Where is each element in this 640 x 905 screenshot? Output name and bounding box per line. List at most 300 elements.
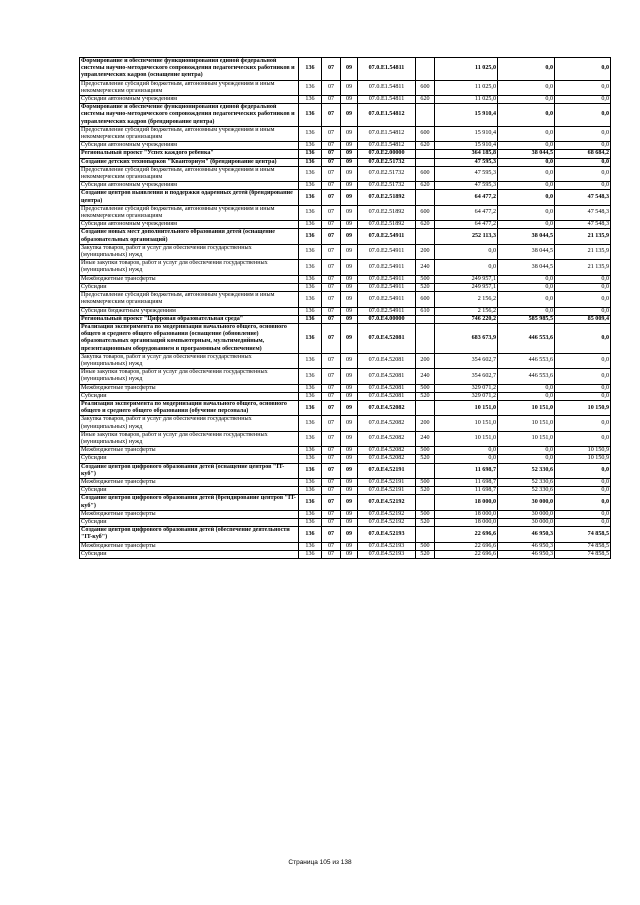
item-name-cell: Субсидии автономным учреждениям — [80, 142, 299, 150]
table-row — [80, 431, 611, 446]
amount-year1-cell: 64 477,2 — [435, 221, 498, 229]
target-article-cell: 07.0.Е2.54911 — [358, 244, 416, 259]
amount-year2-cell: 0,0 — [498, 307, 555, 315]
section-code-cell: 07 — [322, 392, 341, 400]
amount-year2-cell: 0,0 — [498, 205, 555, 220]
section-code-cell: 07 — [322, 221, 341, 229]
subsection-code-cell: 09 — [341, 369, 358, 384]
amount-year2-cell: 446 553,6 — [498, 323, 555, 353]
table-row — [80, 166, 611, 181]
amount-year2-cell: 46 950,3 — [498, 527, 555, 542]
budget-table — [79, 57, 611, 559]
table-row — [80, 353, 611, 368]
amount-year3-cell: 21 135,9 — [555, 229, 611, 244]
target-article-cell: 07.0.Е1.54811 — [358, 58, 416, 81]
expense-type-cell: 600 — [416, 166, 435, 181]
amount-year2-cell: 0,0 — [498, 447, 555, 455]
item-name-cell: Создание центров цифрового образования детей (обеспечение деятельности "IT-куб") — [80, 527, 299, 542]
item-name-cell: Иные закупки товаров, работ и услуг для обеспечения государственных (муниципальных) нужд — [80, 369, 299, 384]
amount-year3-cell: 0,0 — [555, 463, 611, 478]
subsection-code-cell: 09 — [341, 550, 358, 558]
expense-type-cell: 600 — [416, 205, 435, 220]
subsection-code-cell: 09 — [341, 323, 358, 353]
amount-year3-cell: 74 858,5 — [555, 527, 611, 542]
target-article-cell: 07.0.Е4.52191 — [358, 478, 416, 486]
section-code-cell: 07 — [322, 126, 341, 141]
table-row — [80, 527, 611, 542]
table-row — [80, 58, 611, 81]
expense-type-cell: 240 — [416, 260, 435, 275]
ministry-code-cell: 136 — [299, 275, 322, 283]
ministry-code-cell: 136 — [299, 221, 322, 229]
target-article-cell: 07.0.Е4.52081 — [358, 369, 416, 384]
amount-year1-cell: 354 602,7 — [435, 353, 498, 368]
item-name-cell: Формирование и обеспечение функционирования единой федеральной системы научно-методического сопровождения педагогических работников и управленческих кадров (брендирование центра) — [80, 104, 299, 127]
subsection-code-cell: 09 — [341, 244, 358, 259]
target-article-cell: 07.0.Е4.52082 — [358, 400, 416, 415]
target-article-cell: 07.0.Е1.54811 — [358, 80, 416, 95]
amount-year2-cell: 0,0 — [498, 80, 555, 95]
amount-year2-cell: 10 151,0 — [498, 400, 555, 415]
subsection-code-cell: 09 — [341, 478, 358, 486]
target-article-cell: 07.0.Е4.52192 — [358, 518, 416, 526]
item-name-cell: Межбюджетные трансферты — [80, 542, 299, 550]
target-article-cell: 07.0.Е4.00000 — [358, 315, 416, 323]
expense-type-cell: 520 — [416, 518, 435, 526]
section-code-cell: 07 — [322, 190, 341, 205]
section-code-cell: 07 — [322, 150, 341, 158]
target-article-cell: 07.0.Е2.54911 — [358, 283, 416, 291]
item-name-cell: Создание центров цифрового образования детей (брендирование центров "IT-куб") — [80, 495, 299, 510]
table-row — [80, 292, 611, 307]
amount-year2-cell: 446 553,6 — [498, 369, 555, 384]
ministry-code-cell: 136 — [299, 142, 322, 150]
target-article-cell: 07.0.Е2.54911 — [358, 292, 416, 307]
subsection-code-cell: 09 — [341, 487, 358, 495]
amount-year3-cell: 0,0 — [555, 323, 611, 353]
item-name-cell: Субсидии — [80, 392, 299, 400]
amount-year2-cell: 46 950,3 — [498, 550, 555, 558]
table-row — [80, 416, 611, 431]
subsection-code-cell: 09 — [341, 455, 358, 463]
section-code-cell: 07 — [322, 518, 341, 526]
amount-year2-cell: 38 044,5 — [498, 260, 555, 275]
target-article-cell: 07.0.Е2.54911 — [358, 275, 416, 283]
subsection-code-cell: 09 — [341, 392, 358, 400]
target-article-cell: 07.0.Е4.52192 — [358, 510, 416, 518]
table-row — [80, 275, 611, 283]
subsection-code-cell: 09 — [341, 126, 358, 141]
amount-year2-cell: 585 985,5 — [498, 315, 555, 323]
target-article-cell: 07.0.Е4.52082 — [358, 431, 416, 446]
amount-year2-cell: 38 044,5 — [498, 229, 555, 244]
amount-year1-cell: 0,0 — [435, 260, 498, 275]
amount-year3-cell: 0,0 — [555, 142, 611, 150]
target-article-cell: 07.0.Е2.51892 — [358, 190, 416, 205]
item-name-cell: Предоставление субсидий бюджетным, автономным учреждениям и иным некоммерческим организациям — [80, 126, 299, 141]
section-code-cell: 07 — [322, 510, 341, 518]
table-row — [80, 384, 611, 392]
subsection-code-cell: 09 — [341, 229, 358, 244]
amount-year1-cell: 354 602,7 — [435, 369, 498, 384]
section-code-cell: 07 — [322, 323, 341, 353]
expense-type-cell — [416, 527, 435, 542]
amount-year1-cell: 11 025,0 — [435, 96, 498, 104]
ministry-code-cell: 136 — [299, 307, 322, 315]
ministry-code-cell: 136 — [299, 323, 322, 353]
amount-year3-cell: 10 150,9 — [555, 400, 611, 415]
section-code-cell: 07 — [322, 166, 341, 181]
amount-year3-cell: 0,0 — [555, 182, 611, 190]
target-article-cell: 07.0.Е2.51892 — [358, 221, 416, 229]
amount-year3-cell: 68 684,2 — [555, 150, 611, 158]
table-row — [80, 142, 611, 150]
subsection-code-cell: 09 — [341, 384, 358, 392]
table-row — [80, 126, 611, 141]
amount-year1-cell: 252 113,3 — [435, 229, 498, 244]
amount-year2-cell: 0,0 — [498, 392, 555, 400]
ministry-code-cell: 136 — [299, 463, 322, 478]
table-row — [80, 244, 611, 259]
table-row — [80, 463, 611, 478]
amount-year1-cell: 249 957,1 — [435, 283, 498, 291]
table-row — [80, 550, 611, 558]
table-row — [80, 182, 611, 190]
section-code-cell: 07 — [322, 455, 341, 463]
target-article-cell: 07.0.Е2.54911 — [358, 260, 416, 275]
subsection-code-cell: 09 — [341, 221, 358, 229]
ministry-code-cell: 136 — [299, 126, 322, 141]
ministry-code-cell: 136 — [299, 416, 322, 431]
expense-type-cell — [416, 58, 435, 81]
ministry-code-cell: 136 — [299, 182, 322, 190]
subsection-code-cell: 09 — [341, 292, 358, 307]
expense-type-cell: 520 — [416, 283, 435, 291]
expense-type-cell — [416, 190, 435, 205]
target-article-cell: 07.0.Е2.51732 — [358, 166, 416, 181]
expense-type-cell: 520 — [416, 550, 435, 558]
expense-type-cell — [416, 158, 435, 166]
section-code-cell: 07 — [322, 205, 341, 220]
item-name-cell: Реализация эксперимента по модернизации начального общего, основного общего и среднего общего образования (обучение персонала) — [80, 400, 299, 415]
expense-type-cell: 200 — [416, 353, 435, 368]
subsection-code-cell: 09 — [341, 447, 358, 455]
amount-year1-cell: 10 151,0 — [435, 400, 498, 415]
table-row — [80, 487, 611, 495]
amount-year2-cell: 10 151,0 — [498, 416, 555, 431]
target-article-cell: 07.0.Е1.54812 — [358, 104, 416, 127]
amount-year1-cell: 249 957,1 — [435, 275, 498, 283]
amount-year2-cell: 52 330,6 — [498, 487, 555, 495]
amount-year2-cell: 0,0 — [498, 292, 555, 307]
amount-year3-cell: 47 548,3 — [555, 205, 611, 220]
table-row — [80, 307, 611, 315]
table-body — [80, 58, 611, 559]
subsection-code-cell: 09 — [341, 353, 358, 368]
section-code-cell: 07 — [322, 416, 341, 431]
table-row — [80, 315, 611, 323]
target-article-cell: 07.0.Е2.51732 — [358, 182, 416, 190]
amount-year1-cell: 47 595,3 — [435, 166, 498, 181]
amount-year1-cell: 0,0 — [435, 244, 498, 259]
amount-year3-cell: 0,0 — [555, 478, 611, 486]
target-article-cell: 07.0.Е1.54811 — [358, 96, 416, 104]
item-name-cell: Иные закупки товаров, работ и услуг для обеспечения государственных (муниципальных) нужд — [80, 431, 299, 446]
table-row — [80, 96, 611, 104]
section-code-cell: 07 — [322, 104, 341, 127]
ministry-code-cell: 136 — [299, 487, 322, 495]
target-article-cell: 07.0.Е2.51732 — [358, 158, 416, 166]
item-name-cell: Межбюджетные трансферты — [80, 275, 299, 283]
section-code-cell: 07 — [322, 315, 341, 323]
amount-year1-cell: 683 673,9 — [435, 323, 498, 353]
amount-year2-cell: 446 553,6 — [498, 353, 555, 368]
expense-type-cell: 500 — [416, 275, 435, 283]
item-name-cell: Закупка товаров, работ и услуг для обеспечения государственных (муниципальных) нужд — [80, 244, 299, 259]
section-code-cell: 07 — [322, 495, 341, 510]
table-row — [80, 205, 611, 220]
item-name-cell: Субсидии — [80, 518, 299, 526]
amount-year1-cell: 18 000,0 — [435, 495, 498, 510]
section-code-cell: 07 — [322, 431, 341, 446]
item-name-cell: Закупка товаров, работ и услуг для обеспечения государственных (муниципальных) нужд — [80, 416, 299, 431]
amount-year3-cell: 0,0 — [555, 96, 611, 104]
amount-year1-cell: 18 000,0 — [435, 518, 498, 526]
item-name-cell: Субсидии — [80, 550, 299, 558]
table-row — [80, 510, 611, 518]
table-row — [80, 221, 611, 229]
expense-type-cell — [416, 323, 435, 353]
amount-year3-cell: 0,0 — [555, 495, 611, 510]
amount-year1-cell: 364 185,8 — [435, 150, 498, 158]
ministry-code-cell: 136 — [299, 283, 322, 291]
amount-year3-cell: 0,0 — [555, 416, 611, 431]
section-code-cell: 07 — [322, 229, 341, 244]
amount-year1-cell: 15 910,4 — [435, 126, 498, 141]
target-article-cell: 07.0.Е4.52193 — [358, 550, 416, 558]
subsection-code-cell: 09 — [341, 142, 358, 150]
amount-year1-cell: 22 696,6 — [435, 542, 498, 550]
section-code-cell: 07 — [322, 260, 341, 275]
expense-type-cell — [416, 400, 435, 415]
amount-year3-cell: 0,0 — [555, 80, 611, 95]
subsection-code-cell: 09 — [341, 260, 358, 275]
amount-year1-cell: 15 910,4 — [435, 104, 498, 127]
expense-type-cell — [416, 495, 435, 510]
amount-year2-cell: 0,0 — [498, 58, 555, 81]
target-article-cell: 07.0.Е1.54812 — [358, 142, 416, 150]
item-name-cell: Субсидии — [80, 455, 299, 463]
item-name-cell: Межбюджетные трансферты — [80, 447, 299, 455]
section-code-cell: 07 — [322, 283, 341, 291]
amount-year3-cell: 47 548,3 — [555, 221, 611, 229]
subsection-code-cell: 09 — [341, 510, 358, 518]
amount-year3-cell: 10 150,9 — [555, 447, 611, 455]
amount-year1-cell: 329 071,2 — [435, 384, 498, 392]
amount-year2-cell: 0,0 — [498, 384, 555, 392]
item-name-cell: Субсидии — [80, 283, 299, 291]
table-row — [80, 229, 611, 244]
amount-year1-cell: 11 698,7 — [435, 487, 498, 495]
expense-type-cell: 620 — [416, 182, 435, 190]
section-code-cell: 07 — [322, 275, 341, 283]
section-code-cell: 07 — [322, 142, 341, 150]
section-code-cell: 07 — [322, 158, 341, 166]
ministry-code-cell: 136 — [299, 353, 322, 368]
subsection-code-cell: 09 — [341, 275, 358, 283]
ministry-code-cell: 136 — [299, 392, 322, 400]
target-article-cell: 07.0.Е4.52193 — [358, 527, 416, 542]
target-article-cell: 07.0.Е2.00000 — [358, 150, 416, 158]
item-name-cell: Создание центров выявления и поддержки одаренных детей (брендирование центра) — [80, 190, 299, 205]
table-row — [80, 542, 611, 550]
table-row — [80, 369, 611, 384]
section-code-cell: 07 — [322, 400, 341, 415]
item-name-cell: Субсидии автономным учреждениям — [80, 96, 299, 104]
table-row — [80, 323, 611, 353]
ministry-code-cell: 136 — [299, 447, 322, 455]
expense-type-cell — [416, 229, 435, 244]
subsection-code-cell: 09 — [341, 431, 358, 446]
target-article-cell: 07.0.Е2.51892 — [358, 205, 416, 220]
expense-type-cell: 600 — [416, 292, 435, 307]
amount-year1-cell: 47 595,3 — [435, 182, 498, 190]
ministry-code-cell: 136 — [299, 527, 322, 542]
amount-year2-cell: 38 044,5 — [498, 150, 555, 158]
table-row — [80, 158, 611, 166]
table-row — [80, 283, 611, 291]
section-code-cell: 07 — [322, 478, 341, 486]
table-row — [80, 150, 611, 158]
ministry-code-cell: 136 — [299, 190, 322, 205]
amount-year3-cell: 47 548,3 — [555, 190, 611, 205]
item-name-cell: Закупка товаров, работ и услуг для обеспечения государственных (муниципальных) нужд — [80, 353, 299, 368]
amount-year2-cell: 0,0 — [498, 275, 555, 283]
ministry-code-cell: 136 — [299, 478, 322, 486]
amount-year3-cell: 10 150,9 — [555, 455, 611, 463]
ministry-code-cell: 136 — [299, 205, 322, 220]
subsection-code-cell: 09 — [341, 158, 358, 166]
target-article-cell: 07.0.Е4.52081 — [358, 323, 416, 353]
amount-year2-cell: 52 330,6 — [498, 478, 555, 486]
amount-year3-cell: 0,0 — [555, 275, 611, 283]
target-article-cell: 07.0.Е1.54812 — [358, 126, 416, 141]
ministry-code-cell: 136 — [299, 58, 322, 81]
expense-type-cell: 620 — [416, 142, 435, 150]
target-article-cell: 07.0.Е4.52082 — [358, 416, 416, 431]
amount-year1-cell: 22 696,6 — [435, 527, 498, 542]
amount-year2-cell: 0,0 — [498, 166, 555, 181]
item-name-cell: Создание детских технопарков "Кванториум" (брендирование центра) — [80, 158, 299, 166]
amount-year3-cell: 0,0 — [555, 518, 611, 526]
item-name-cell: Субсидии бюджетным учреждениям — [80, 307, 299, 315]
subsection-code-cell: 09 — [341, 542, 358, 550]
subsection-code-cell: 09 — [341, 166, 358, 181]
item-name-cell: Региональный проект "Успех каждого ребенка" — [80, 150, 299, 158]
subsection-code-cell: 09 — [341, 463, 358, 478]
amount-year3-cell: 85 009,4 — [555, 315, 611, 323]
expense-type-cell: 610 — [416, 307, 435, 315]
section-code-cell: 07 — [322, 463, 341, 478]
ministry-code-cell: 136 — [299, 104, 322, 127]
amount-year2-cell: 0,0 — [498, 158, 555, 166]
ministry-code-cell: 136 — [299, 150, 322, 158]
amount-year2-cell: 46 950,3 — [498, 542, 555, 550]
amount-year1-cell: 18 000,0 — [435, 510, 498, 518]
subsection-code-cell: 09 — [341, 182, 358, 190]
expense-type-cell: 240 — [416, 431, 435, 446]
item-name-cell: Создание центров цифрового образования детей (оснащение центров "IT-куб") — [80, 463, 299, 478]
ministry-code-cell: 136 — [299, 495, 322, 510]
amount-year3-cell: 0,0 — [555, 487, 611, 495]
section-code-cell: 07 — [322, 369, 341, 384]
subsection-code-cell: 09 — [341, 96, 358, 104]
ministry-code-cell: 136 — [299, 550, 322, 558]
expense-type-cell — [416, 315, 435, 323]
expense-type-cell: 200 — [416, 416, 435, 431]
amount-year2-cell: 0,0 — [498, 455, 555, 463]
item-name-cell: Создание новых мест дополнительного образования детей (оснащение образовательных организаций) — [80, 229, 299, 244]
amount-year3-cell: 0,0 — [555, 58, 611, 81]
subsection-code-cell: 09 — [341, 80, 358, 95]
amount-year1-cell: 2 156,2 — [435, 307, 498, 315]
section-code-cell: 07 — [322, 353, 341, 368]
ministry-code-cell: 136 — [299, 542, 322, 550]
amount-year2-cell: 0,0 — [498, 182, 555, 190]
amount-year1-cell: 15 910,4 — [435, 142, 498, 150]
ministry-code-cell: 136 — [299, 166, 322, 181]
item-name-cell: Реализация эксперимента по модернизации начального общего, основного общего и среднего общего образования (оснащение (обновление) образовательных организаций компьютерным, мультимедийным, презентационным оборудованием и программным обеспечением) — [80, 323, 299, 353]
expense-type-cell: 240 — [416, 369, 435, 384]
ministry-code-cell: 136 — [299, 431, 322, 446]
amount-year2-cell: 38 044,5 — [498, 244, 555, 259]
amount-year1-cell: 10 151,0 — [435, 431, 498, 446]
page-footer: Страница 105 из 138 — [288, 859, 352, 866]
amount-year1-cell: 0,0 — [435, 447, 498, 455]
table-row — [80, 455, 611, 463]
amount-year2-cell: 0,0 — [498, 221, 555, 229]
subsection-code-cell: 09 — [341, 190, 358, 205]
amount-year2-cell: 0,0 — [498, 96, 555, 104]
expense-type-cell: 520 — [416, 455, 435, 463]
amount-year3-cell: 21 135,9 — [555, 244, 611, 259]
amount-year2-cell: 0,0 — [498, 190, 555, 205]
subsection-code-cell: 09 — [341, 400, 358, 415]
amount-year2-cell: 0,0 — [498, 142, 555, 150]
amount-year1-cell: 329 071,2 — [435, 392, 498, 400]
expense-type-cell: 520 — [416, 487, 435, 495]
ministry-code-cell: 136 — [299, 369, 322, 384]
subsection-code-cell: 09 — [341, 58, 358, 81]
amount-year1-cell: 746 220,2 — [435, 315, 498, 323]
amount-year2-cell: 52 330,6 — [498, 463, 555, 478]
subsection-code-cell: 09 — [341, 283, 358, 291]
section-code-cell: 07 — [322, 292, 341, 307]
amount-year2-cell: 0,0 — [498, 283, 555, 291]
ministry-code-cell: 136 — [299, 384, 322, 392]
ministry-code-cell: 136 — [299, 315, 322, 323]
item-name-cell: Субсидии автономным учреждениям — [80, 221, 299, 229]
amount-year3-cell: 0,0 — [555, 126, 611, 141]
table-row — [80, 400, 611, 415]
subsection-code-cell: 09 — [341, 150, 358, 158]
target-article-cell: 07.0.Е4.52193 — [358, 542, 416, 550]
amount-year3-cell: 0,0 — [555, 283, 611, 291]
item-name-cell: Межбюджетные трансферты — [80, 478, 299, 486]
subsection-code-cell: 09 — [341, 518, 358, 526]
amount-year1-cell: 0,0 — [435, 455, 498, 463]
amount-year2-cell: 0,0 — [498, 104, 555, 127]
